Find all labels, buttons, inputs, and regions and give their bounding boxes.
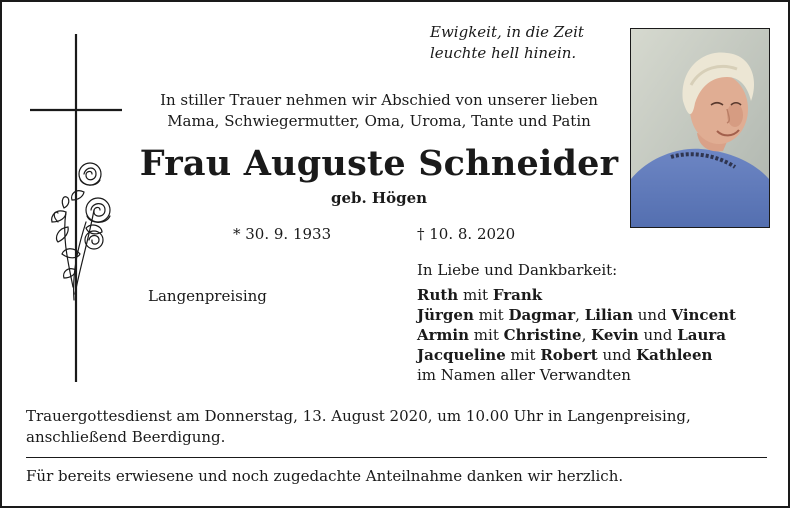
roses-icon	[52, 163, 110, 300]
cross-icon	[28, 32, 128, 388]
mourners-line-4: Jacqueline mit Robert und Kathleen	[417, 346, 713, 364]
intro-line-2: Mama, Schwiegermutter, Oma, Uroma, Tante und Patin	[167, 112, 591, 130]
intro-text	[134, 90, 624, 132]
thanks-text: Für bereits erwiesene und noch zugedachte Anteilnahme danken wir herzlich.	[26, 467, 624, 485]
deceased-name: Frau Auguste Schneider	[139, 143, 619, 184]
death-date: † 10. 8. 2020	[417, 225, 516, 243]
verse-line-1: Ewigkeit, in die Zeit	[430, 23, 584, 41]
portrait-photo	[630, 28, 770, 228]
birth-date: * 30. 9. 1933	[233, 225, 332, 243]
mourners-line-1: Ruth mit Frank	[417, 286, 543, 304]
service-line-2: anschließend Beerdigung.	[26, 428, 226, 446]
mourners-closing: im Namen aller Verwandten	[417, 366, 631, 384]
intro-line-1: In stiller Trauer nehmen wir Abschied von unserer lieben	[160, 91, 598, 109]
mourners-line-3: Armin mit Christine, Kevin und Laura	[417, 326, 726, 344]
mourners-list	[417, 260, 736, 385]
mourners-line-2: Jürgen mit Dagmar, Lilian und Vincent	[417, 306, 736, 324]
divider	[26, 457, 767, 458]
funeral-service-text	[26, 406, 776, 448]
service-line-1: Trauergottesdienst am Donnerstag, 13. August 2020, um 10.00 Uhr in Langenpreising,	[26, 407, 691, 425]
mourners-heading: In Liebe und Dankbarkeit:	[417, 261, 618, 279]
maiden-name: geb. Högen	[330, 189, 428, 207]
residence-place: Langenpreising	[148, 287, 267, 305]
verse-line-2: leuchte hell hinein.	[430, 44, 577, 62]
verse	[430, 22, 584, 64]
